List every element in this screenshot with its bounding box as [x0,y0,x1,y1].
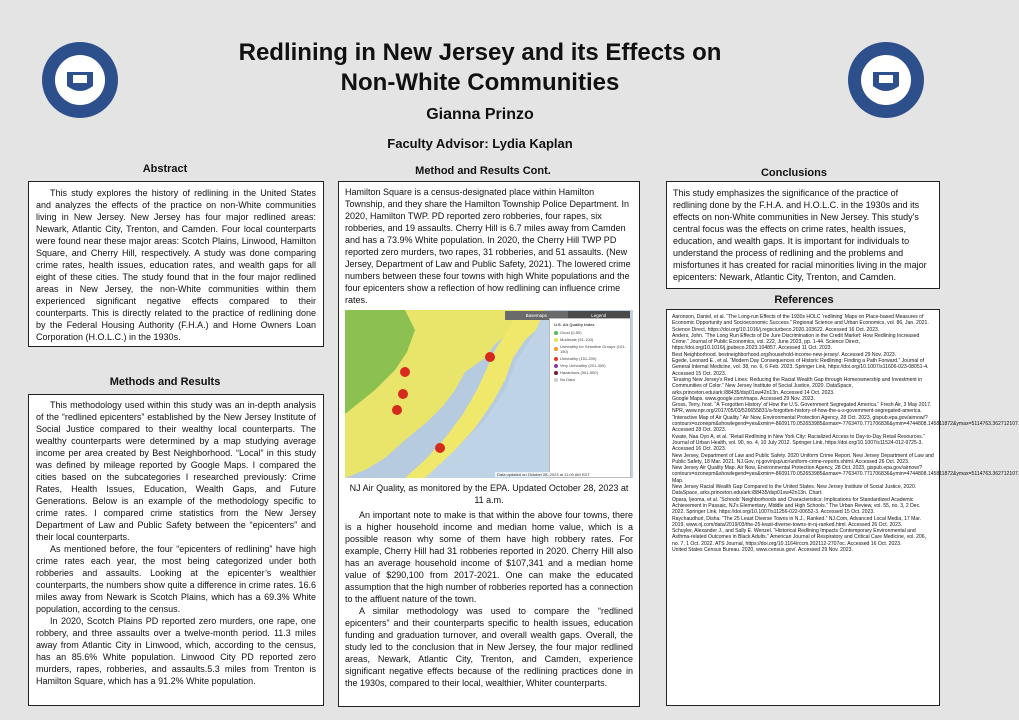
map-legend [549,318,631,478]
monitor-dot[interactable] [398,389,408,399]
conclusions-heading: Conclusions [760,167,827,179]
poster-title-line-1: Redlining in New Jersey and its Effects on [238,39,722,66]
legend-item [554,370,626,375]
methods-paragraph-3: In 2020, Scotch Plains PD reported zero murders, one rape, one robbery, and three assaults over a twelve-month period. 11.3 miles away from Atlantic City in Linwood, which, according to the census, has an 85.6% White population. Linwood City PD reported zero murders, rapes, robberies, and assaults.5.3 miles from Trenton is Hamilton Square, which has a 91.2% White population. [36,616,316,686]
references-heading: References [774,294,834,306]
methods-box [28,394,324,706]
abstract-box [28,181,324,347]
legend-label: Good (0-50) [560,330,582,335]
reference-item: United States Census Bureau. 2020, www.census.gov/. Accessed 29 Nov. 2023. [672,546,853,553]
references-box [666,309,1019,706]
method-cont-paragraph-2: A similar methodology was used to compare the “redlined epicenters” and their counterparts specific to health issues, education funding and graduation turnover, and overall wealth gaps. Overall, the study led to the conclusion that in New Jersey, the four major redlined areas, Newark, Atlantic City, Trenton, and Camden, experience significant negative effects because of the redlining practices done in the 1930s, compared to their local, wealthier, Whiter counterparts. [345,606,633,688]
reference-item: New Jersey Racial Wealth Gap Compared to the United States. New Jersey Institute of Social Justice, 2020. DataSpace, arks.princeton.edu/ark:/88435/dsp01xw42n13n. Chart. [672,484,917,497]
method-cont-paragraph-1: An important note to make is that within the above four towns, there is a higher household income and median home value, which is a possible reason why some of them have high robbery rates. For example, Cherry Hill had 31 robberies reported in 2020. Cherry Hill also has an average household income of $107,341 and a median home value of $290,100 from 2017-2021. One can make the educated assumption that the high number of robberies reported has a connection to the affluent nature of the town. [345,510,633,604]
tab-legend[interactable]: Legend [568,311,631,320]
methods-paragraph-1: This methodology used within this study was an in-depth analysis of the “redlined epicenters” established by the New Jersey Institute of Social Justice compared to their wealthy local counterparts. The wealthy counterparts were determined by a map studying average income per area created by Best Neighborhood. “Local” in this study was defined by mileage reported by Google Maps. I compared the cities based on the subcategories I researched previously: Crime Rates, Health Issues, Education, Wealth Gaps, and Future Generations. Below is an example of the methodology specific to crime rates. I compared crime statistics from the New Jersey Department of Law and Public Safety between the “epicenters” and their local counterparts. [36,400,316,542]
legend-label: Very Unhealthy (201-300) [560,363,606,368]
legend-item [554,330,626,335]
legend-label: Moderate (51-100) [560,337,594,342]
abstract-heading: Abstract [142,163,188,175]
monitor-dot[interactable] [435,443,445,453]
reference-item: Best Neighborhood. bestneighborhood.org/household-income-new-jersey/. Accessed 29 Nov. 2023. [672,351,897,358]
tab-basemaps[interactable]: Basemaps [505,311,568,320]
map-footer: Data updated on October 28, 2023 at 11:00 AM EDT [497,472,590,477]
map-caption: NJ Air Quality, as monitored by the EPA. Updated October 28, 2023 at 11 a.m. [349,483,629,505]
author-name: Gianna Prinzo [426,106,534,123]
legend-label: Hazardous (301-500) [560,370,598,375]
legend-swatch [554,364,558,368]
reference-item: Anders, John. “The Long Run Effects of De Jure Discrimination in the Credit Market: How Redlining Increased Crime.” Journal of Public Economics, vol. 222, June 2023, pp. 1-44. Science Direct, https://doi.org/10.1016/j.jpubeco.2023.104857. Accessed 11 Oct. 2023. [672,332,920,352]
reference-item: Schuyler, Alexander J., and Sally E. Wenzel. “Historical Redlining Impacts Contemporary Environmental and Asthma-related Outcomes in Black Adults.” American Journal of Respiratory and Critical Care Medicine, vol. 206, no. 7, 1 Oct. 2022. ATS Journal, https://doi.org/10.1164/rccm.202112-2707oc. Accessed 16 Oct. 2023. [672,528,926,547]
legend-label: Unhealthy for Sensitive Groups (101-150) [560,344,626,354]
legend-swatch [554,371,558,375]
monitor-dot[interactable] [485,352,495,362]
legend-swatch [554,357,558,361]
monitor-dot[interactable] [400,367,410,377]
reference-item: Opara, Ijeoma, et al. “Schools’ Neighborhoods and Characteristics: Implications for Standardized Academic Achievement in Passaic, NJ’s Elementary, Middle and High Schools.” The Urban Review, vol. 55, no. 3, 2 Dec. 2022. Springer Link, https://doi.org/10.1007/s11256-022-00652-3. Accessed 15 Oct. 2023. [672,496,921,516]
reference-item: Gross, Terry, host. “A ‘Forgotten History’ of How the U.S. Government Segregated America.” Fresh Air, 3 May 2017. NPR, www.npr.org/2017/05/03/526655831/a-forgotten-history-of-how-the-u-s-government-segregated-america. [672,402,932,415]
poster-title [180,38,780,98]
methods-heading: Methods and Results [109,376,221,388]
method-cont-intro: Hamilton Square is a census-designated place within Hamilton Township, and they share the Hamilton Township Police Department. In 2020, Hamilton TWP. PD reported zero robberies, four rapes, six robberies, and 19 assaults. Cherry Hill is 6.7 miles away from Camden and has a 73.9% White population. In 2020, the Cherry Hill TWP PD reported zero murders, two rapes, 31 robberies, and 51 assaults. (New Jersey, Department of Law and Public Safety, 2021). The lowered crime numbers between these four towns with high White populations and the four epicenters show a reflection of how redlining can influence crime rates. [345,187,631,305]
legend-swatch [554,378,558,382]
abstract-text: This study explores the history of redlining in the United States and analyzes the effects of the practice on non-White communities living in New Jersey. New Jersey has four major redlined areas: Newark, Atlantic City, Trenton, and Camden. Four local counterparts were found near these major areas: Scotch Plains, Linwood, Hamilton Square, and Cherry Hill, respectively. A study was done comparing crime rates, health issues, education rates, and wealth gaps for all eight of these cities. The study found that in the four major redlined areas in New Jersey, the non-White communities within them experienced significant negative effects compared to their counterparts. This is directly related to the practice of redlining done by the Federal Housing Authority (F.H.A.) and Home Owners Loan Corporation (H.O.L.C.) in the 1930s. [36,188,316,342]
conclusions-box [666,181,940,289]
reference-item: New Jersey, Department of Law and Public Safety. 2020 Uniform Crime Report. New Jersey Department of Law and Public Safety, 18 Mar. 2021. NJ.Gov, nj.gov/njsp/ucr/uniform-crime-reports.shtml. Accessed 26 Oct. 2023. [672,452,934,465]
reference-item: Egede, Leonard E., et al. “Modern Day Consequences of Historic Redlining: Finding a Path Forward.” Journal of General Internal Medicine, vol. 38, no. 6, 6 Feb. 2023. Springer Link, https://doi.org/10.1007/s11606-023-08051-4. Accessed 15 Oct. 2023. [672,358,929,377]
reference-item: Raychaudhuri, Disha. “The 25 Least Diverse Towns in N.J., Ranked.” NJ.Com, Advanced Local Media, 17 Mar. 2019, www.nj.com/data/2019/03/the-25-least-diverse-towns-in-nj-ranked.html. Accessed 26 Oct. 2023. [672,515,922,528]
reference-item: “Interactive Map of Air Quality.” Air Now, Environmental Protection Agency, 28 Oct. 2023, gispub.epa.gov/airnow/?contours=ozonepm&showlegend=yes&xmin=-8609170.052653985&xmax=-7763470.771706836&ymin=4744808.145811872&ymax=5114763.362712107. Accessed 28 Oct. 2023. [672,414,1019,434]
legend-swatch [554,338,558,342]
references-list [672,314,1019,553]
legend-swatch [554,347,558,351]
legend-title: U.S. Air Quality Index [554,322,595,327]
faculty-advisor: Faculty Advisor: Lydia Kaplan [387,136,573,151]
reference-item: Aaronson, Daniel, et al. “The Long-run Effects of the 1930s HOLC ‘redlining’ Maps on Place-based Measures of Economic Opportunity and Socioeconomic Success.” Regional Science and Urban Economics, vol. 86, Jan. 2021. Science Direct, https://doi.org/10.1016/j.regsciurbeco.2020.103622. Accessed 16 Oct. 2023. [672,314,929,333]
legend-swatch [554,331,558,335]
method-cont-heading: Method and Results Cont. [415,165,551,177]
conclusions-text: This study emphasizes the significance of the practice of redlining done by the F.H.A. and H.O.L.C. in the 1930s and its effects on non-White communities in New Jersey. This study's central focus was the effects on crime rates, health issues, education, and wealth gaps. It is important for individuals to understand the process of redlining and the problems and misfortunes it has created for racial minorities living in the major epicenters: Newark, Atlantic City, Trenton, and Camden. [673,188,927,282]
legend-item [554,337,626,342]
nj-air-quality-map[interactable] [345,310,633,478]
reference-item: Google Maps. www.google.com/maps. Accessed 29 Nov. 2023. [672,395,815,402]
reference-item: New Jersey Air Quality Map. Air Now, Environmental Protection Agency, 28 Oct. 2023, gispub.epa.gov/airnow/?contours=ozonepm&showlegend=yes&xmin=-8609170.052653985&xmax=-7763470.771706836&ymin=4744808.145811872&ymax=5114763.362712107. Map. [672,465,1019,484]
legend-item [554,344,626,354]
legend-label: No Data [560,377,575,382]
methods-paragraph-2: As mentioned before, the four “epicenters of redlining” have high crime rates each year, the most being categorized under both robberies and assaults. Looking at the epicenter’s wealthier counterparts, the numbers show quite a difference in crime rates. 16.6 miles away from Newark is Scotch Plains, which has a 69.3% White population, according to the census. [36,544,316,614]
reference-item: “Erasing New Jersey’s Red Lines: Reducing the Racial Wealth Gap through Homeownership and Investment in Communities of Color.” New Jersey Institute of Social Justice, 2020. DataSpace, arks.princeton.edu/ark:/88435/dsp01xw42n13n. Accessed 14 Oct. 2023. [672,376,923,396]
legend-item [554,363,626,368]
reference-item: Kwate, Naa Oyo A, et al. “Retail Redlining in New York City: Racialized Access to Day-to-Day Retail Resources.” Journal of Urban Health, vol. 90, no. 4, 10 July 2012. Springer Link, https://doi.org/10.1007/s11524-012-9725-3. Accessed 16 Oct. 2023. [672,433,925,453]
poster-title-line-2: Non-White Communities [340,69,620,96]
legend-item [554,377,626,382]
legend-label: Unhealthy (151-200) [560,356,597,361]
legend-item [554,356,626,361]
monitor-dot[interactable] [392,405,402,415]
method-cont-box [338,181,640,707]
